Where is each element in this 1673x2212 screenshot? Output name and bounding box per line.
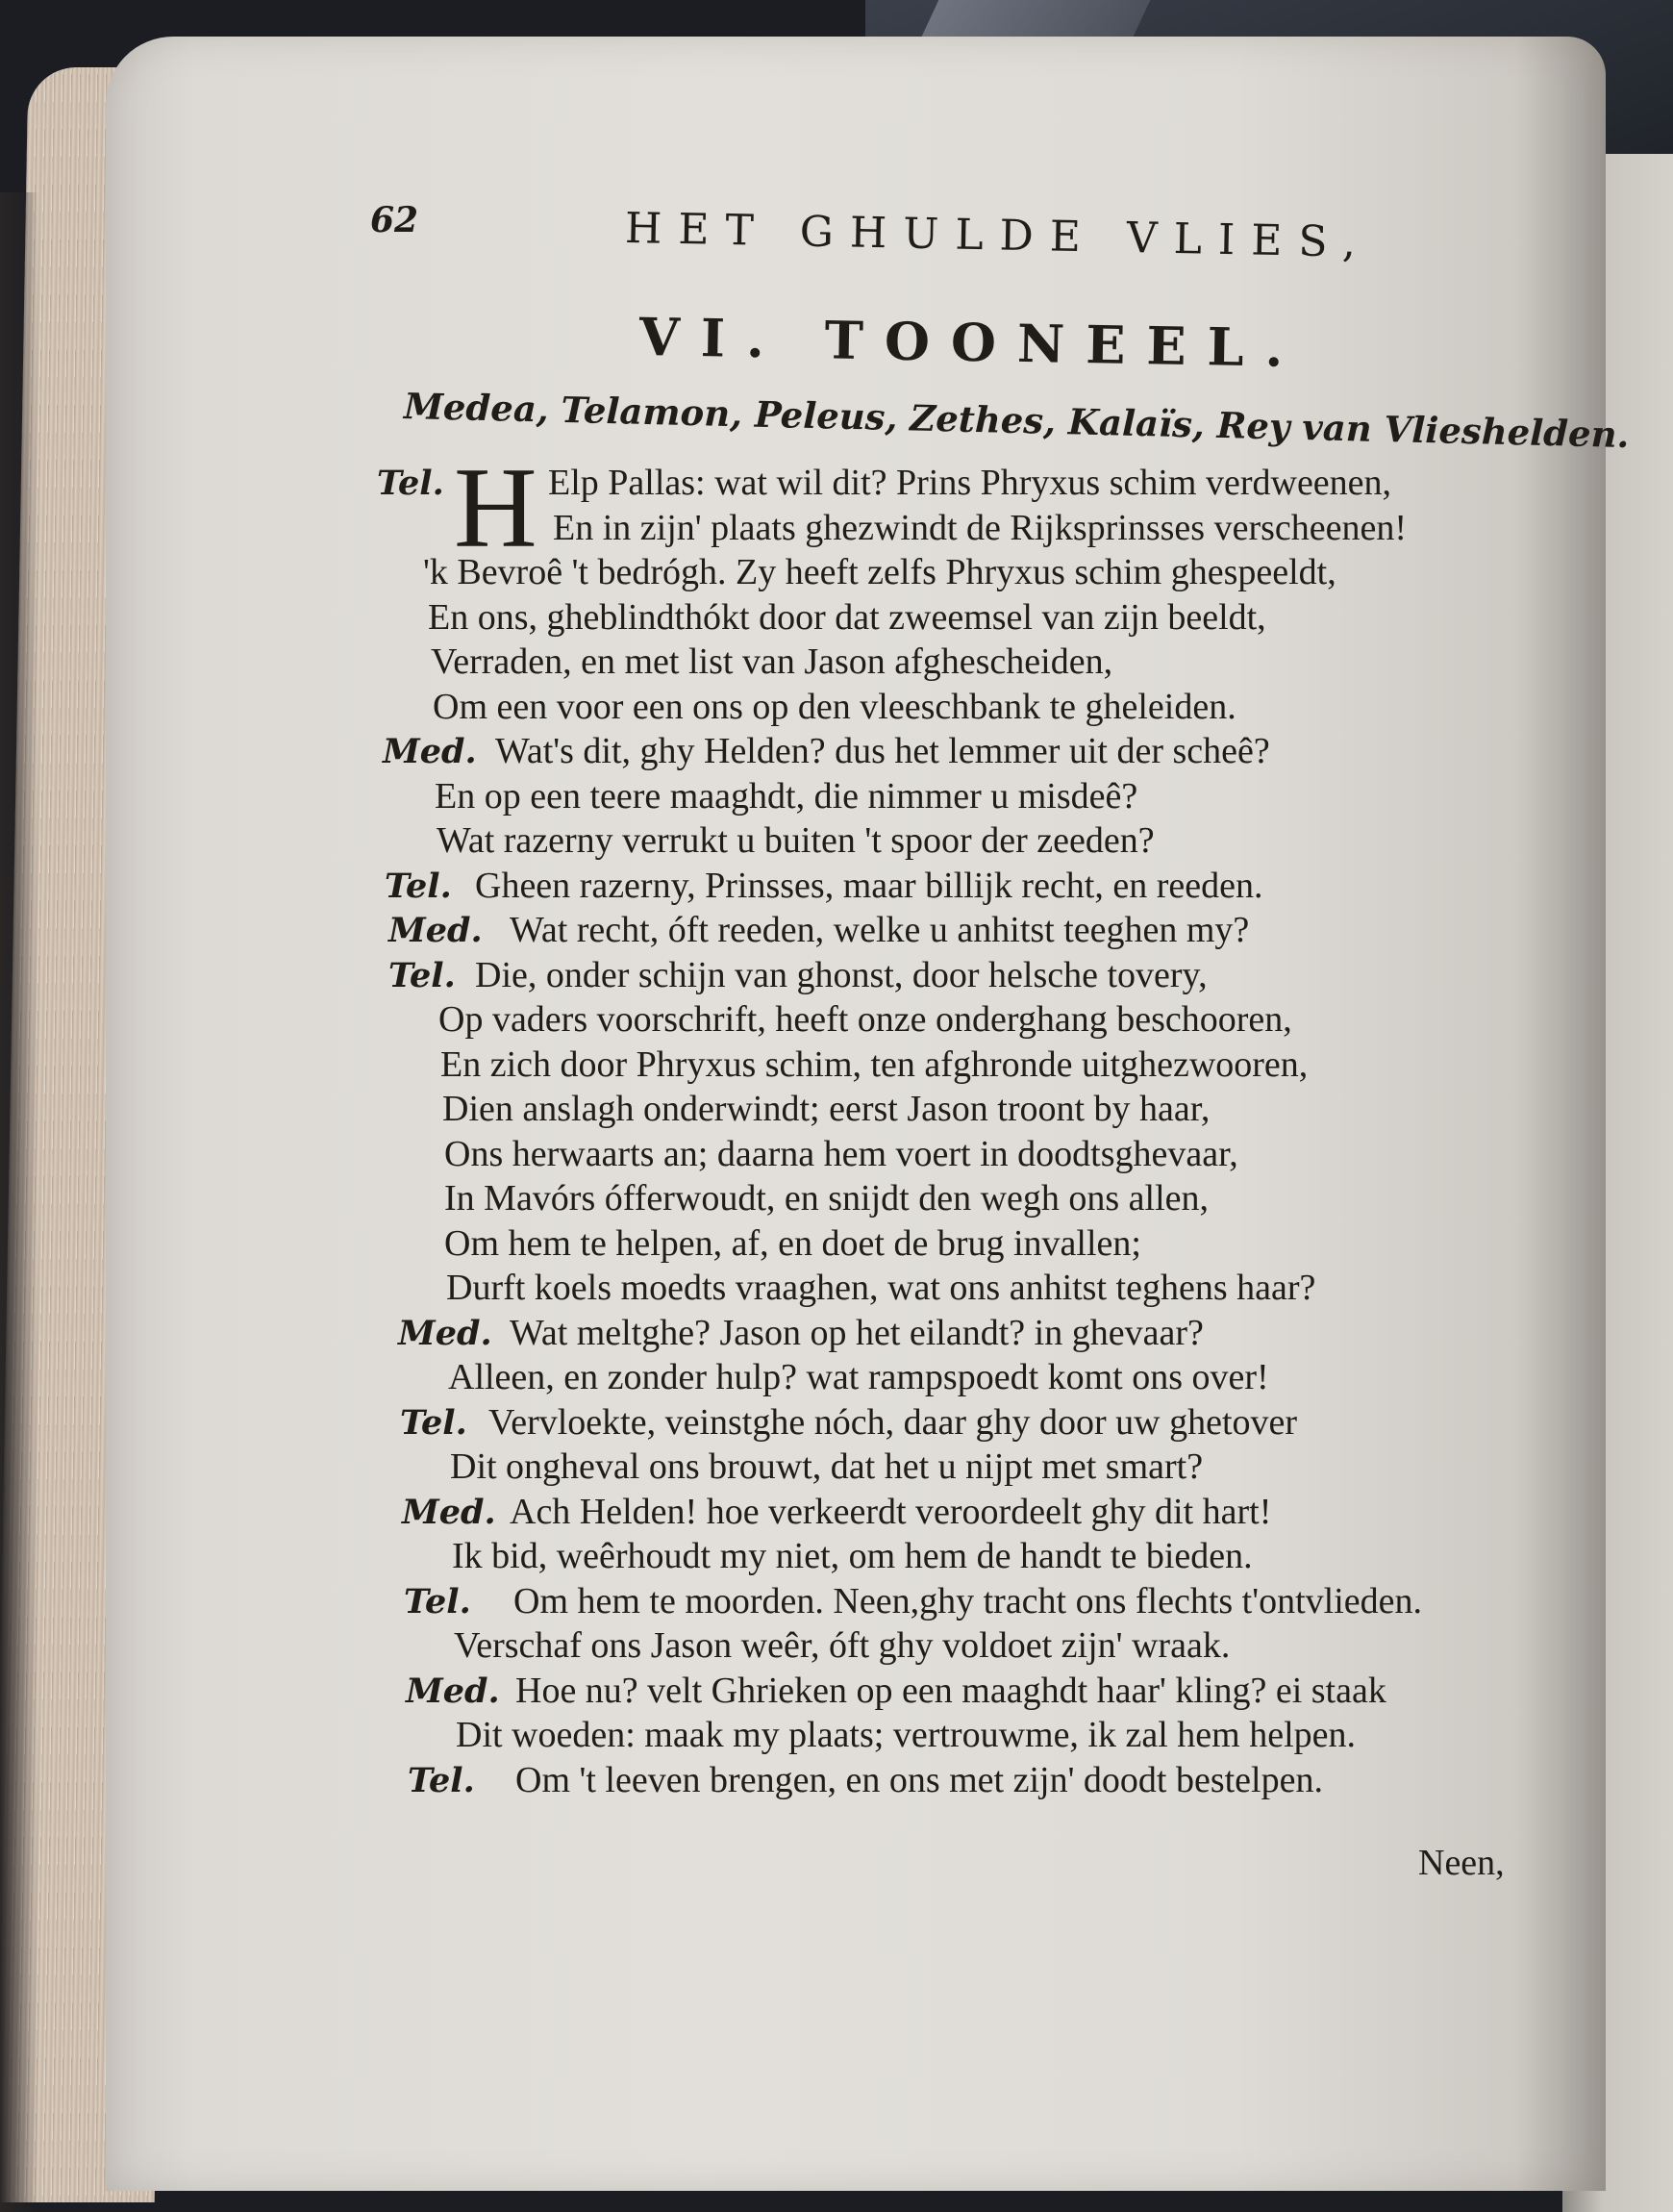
verse-line: En op een teere maaghdt, die nimmer u misdeê? — [435, 775, 1138, 817]
verse-line: Verschaf ons Jason weêr, óft ghy voldoet zijn' wraak. — [454, 1625, 1231, 1666]
speaker-label: Tel. — [385, 866, 452, 906]
speaker-label: Med. — [388, 911, 483, 950]
verse-line: Om hem te helpen, af, en doet de brug invallen; — [444, 1222, 1141, 1264]
verse-line: Om hem te moorden. Neen,ghy tracht ons flechts t'ontvlieden. — [513, 1580, 1422, 1621]
verse-line: Ons herwaarts an; daarna hem voert in doodtsghevaar, — [444, 1133, 1238, 1174]
speaker-label: Med. — [406, 1671, 500, 1711]
verse-line: Ach Helden! hoe verkeerdt veroordeelt ghy dit hart! — [510, 1491, 1272, 1532]
verse-line: Op vaders voorschrift, heeft onze onderghang beschooren, — [438, 999, 1292, 1040]
speaker-label: Med. — [402, 1492, 496, 1532]
speaker-label: Med. — [398, 1313, 492, 1353]
running-head: HET GHULDE VLIES, — [624, 204, 1373, 267]
verse-line: Elp Pallas: wat wil dit? Prins Phryxus schim verdweenen, — [548, 463, 1392, 503]
drop-cap: H — [454, 443, 537, 571]
verse-line: En in zijn' plaats ghezwindt de Rijksprinsses verscheenen! — [553, 507, 1408, 548]
verse-line: In Mavórs ófferwoudt, en snijdt den wegh ons allen, — [444, 1178, 1210, 1219]
verse-line: En zich door Phryxus schim, ten afghronde uitghezwooren, — [440, 1043, 1309, 1085]
speaker-label: Med. — [383, 732, 477, 771]
verse-line: Wat recht, óft reeden, welke u anhitst teeghen my? — [510, 910, 1250, 950]
verse-line: Dit woeden: maak my plaats; vertrouwme, ik zal hem helpen. — [456, 1715, 1356, 1755]
verse-line: Wat meltghe? Jason op het eilandt? in ghevaar? — [510, 1312, 1204, 1353]
verse-line: Ik bid, weêrhoudt my niet, om hem de handt te bieden. — [452, 1536, 1253, 1576]
verse-line: Gheen razerny, Prinsses, maar billijk recht, en reeden. — [475, 865, 1263, 906]
verse-line: Verraden, en met list van Jason afghescheiden, — [431, 641, 1113, 682]
verse-line: Vervloekte, veinstghe nóch, daar ghy door uw ghetover — [488, 1401, 1298, 1443]
verse-line: En ons, gheblindthókt door dat zweemsel van zijn beeldt, — [428, 596, 1266, 638]
cast-list: Medea, Telamon, Peleus, Zethes, Kalaïs, Rey van Vlieshelden. — [403, 385, 1630, 457]
verse-line: Om 't leeven brengen, en ons met zijn' doodt bestelpen. — [515, 1759, 1323, 1800]
verse-line: Wat razerny verrukt u buiten 't spoor der zeeden? — [437, 820, 1155, 861]
speaker-label: Tel. — [400, 1402, 467, 1443]
verse-line: Om een voor een ons op den vleeschbank te gheleiden. — [433, 686, 1236, 727]
verse-line: Alleen, en zonder hulp? wat rampspoedt komt ons over! — [448, 1357, 1269, 1397]
speaker-label: Tel. — [377, 464, 444, 503]
speaker-label: Tel. — [404, 1581, 471, 1621]
catchword: Neen, — [1418, 1843, 1505, 1883]
verse-line: Durft koels moedts vraaghen, wat ons anhitst teghens haar? — [446, 1268, 1316, 1308]
verse-line: Dit ongheval ons brouwt, dat het u nijpt met smart? — [450, 1446, 1204, 1487]
speaker-label: Tel. — [408, 1760, 475, 1800]
verse-line: Dien anslagh onderwindt; eerst Jason troont by haar, — [442, 1089, 1211, 1129]
verse-line: Die, onder schijn van ghonst, door helsche tovery, — [475, 954, 1208, 995]
verse-line: Wat's dit, ghy Helden? dus het lemmer uit der scheê? — [495, 731, 1270, 771]
speaker-label: Tel. — [388, 955, 456, 995]
verse-line: Hoe nu? velt Ghrieken op een maaghdt haar' kling? ei staak — [515, 1670, 1386, 1711]
scene-title: VI. TOONEEL. — [638, 306, 1305, 380]
verse-line: 'k Bevroê 't bedrógh. Zy heeft zelfs Phryxus schim ghespeeldt, — [423, 552, 1336, 592]
page-number: 62 — [370, 200, 419, 240]
